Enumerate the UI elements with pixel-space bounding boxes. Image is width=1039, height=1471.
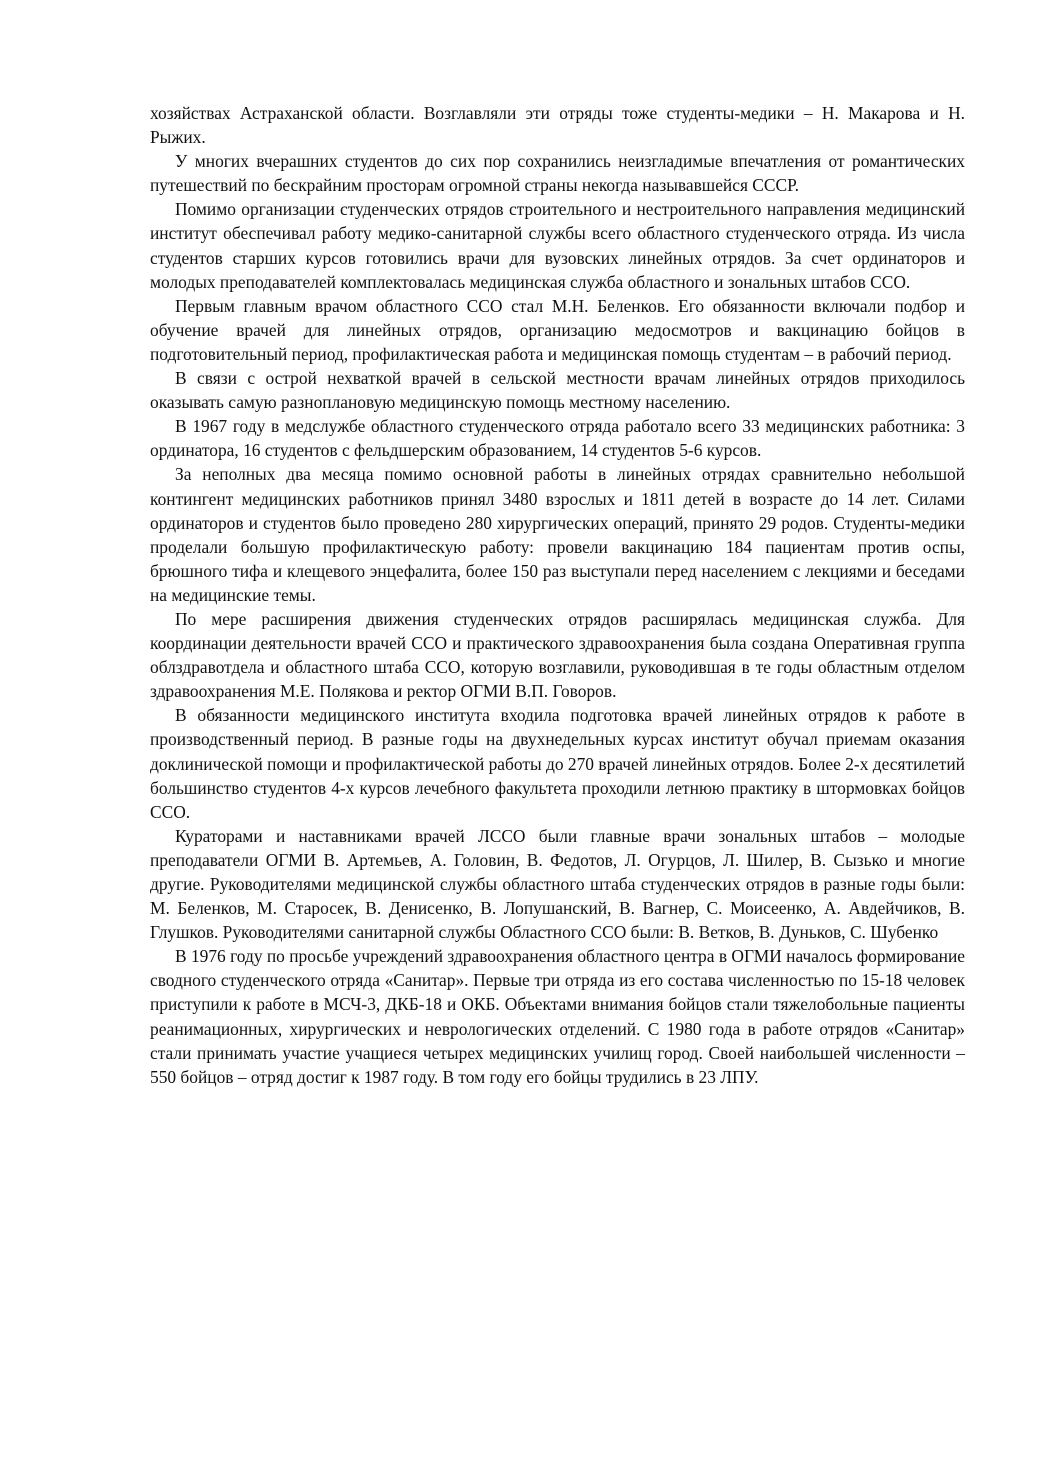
paragraph: Помимо организации студенческих отрядов строительного и нестроительного направления медицинский институт обеспечивал работу медико-санитарной службы всего областного студенческого отряда. Из числа студентов старших курсов готовились врачи для вузовских линейных отрядов. За счет ординаторов и молодых преподавателей комплектовалась медицинская служба областного и зональных штабов ССО. — [150, 199, 965, 292]
paragraph: В 1967 году в медслужбе областного студенческого отряда работало всего 33 медицинских работника: 3 ординатора, 16 студентов с фельдшерским образованием, 14 студентов 5-6 курсов. — [150, 416, 965, 461]
paragraph-continuation: хозяйствах Астраханской области. Возглавляли эти отряды тоже студенты-медики – Н. Макарова и Н. Рыжих. — [150, 103, 965, 148]
paragraph: За неполных два месяца помимо основной работы в линейных отрядах сравнительно небольшой контингент медицинских работников принял 3480 взрослых и 1811 детей в возрасте до 14 лет. Силами ординаторов и студентов было проведено 280 хирургических операций, принято 29 родов. Студенты-медики проделали большую профилактическую работу: провели вакцинацию 184 пациентам против оспы, брюшного тифа и клещевого энцефалита, более 150 раз выступали перед населением с лекциями и беседами на медицинские темы. — [150, 464, 965, 605]
paragraph: В связи с острой нехваткой врачей в сельской местности врачам линейных отрядов приходилось оказывать самую разноплановую медицинскую помощь местному населению. — [150, 368, 965, 413]
paragraph: Первым главным врачом областного ССО стал М.Н. Беленков. Его обязанности включали подбор и обучение врачей для линейных отрядов, организацию медосмотров и вакцинацию бойцов в подготовительный период, профилактическая работа и медицинская помощь студентам – в рабочий период. — [150, 295, 965, 364]
paragraph: Кураторами и наставниками врачей ЛССО были главные врачи зональных штабов – молодые преподаватели ОГМИ В. Артемьев, А. Головин, В. Федотов, Л. Огурцов, Л. Шилер, В. Сызько и многие другие. Руководителями медицинской службы областного штаба студенческих отрядов в разные годы были: М. Беленков, М. Старосек, В. Денисенко, В. Лопушанский, В. Вагнер, С. Моисеенко, А. Авдейчиков, В. Глушков. Руководителями санитарной службы Областного ССО были: В. Ветков, В. Дуньков, С. Шубенко — [150, 825, 965, 943]
paragraph: У многих вчерашних студентов до сих пор сохранились неизгладимые впечатления от романтических путешествий по бескрайним просторам огромной страны некогда называвшейся СССР. — [150, 151, 965, 196]
paragraph: В 1976 году по просьбе учреждений здравоохранения областного центра в ОГМИ началось формирование сводного студенческого отряда «Санитар». Первые три отряда из его состава численностью по 15-18 человек приступили к работе в МСЧ-3, ДКБ-18 и ОКБ. Объектами внимания бойцов стали тяжелобольные пациенты реанимационных, хирургических и неврологических отделений. С 1980 года в работе отрядов «Санитар» стали принимать участие учащиеся четырех медицинских училищ город. Своей наибольшей численности – 550 бойцов – отряд достиг к 1987 году. В том году его бойцы трудились в 23 ЛПУ. — [150, 946, 966, 1087]
paragraph: По мере расширения движения студенческих отрядов расширялась медицинская служба. Для координации деятельности врачей ССО и практического здравоохранения была создана Оперативная группа облздравотдела и областного штаба ССО, которую возглавили, руководившая в те годы областным отделом здравоохранения М.Е. Полякова и ректор ОГМИ В.П. Говоров. — [150, 608, 965, 702]
document-body — [150, 101, 965, 1089]
paragraph: В обязанности медицинского института входила подготовка врачей линейных отрядов к работе в производственный период. В разные годы на двухнедельных курсах институт обучал приемам оказания доклинической помощи и профилактической работы до 270 врачей линейных отрядов. Более 2-х десятилетий большинство студентов 4-х курсов лечебного факультета проходили летнюю практику в штормовках бойцов ССО. — [150, 705, 965, 822]
